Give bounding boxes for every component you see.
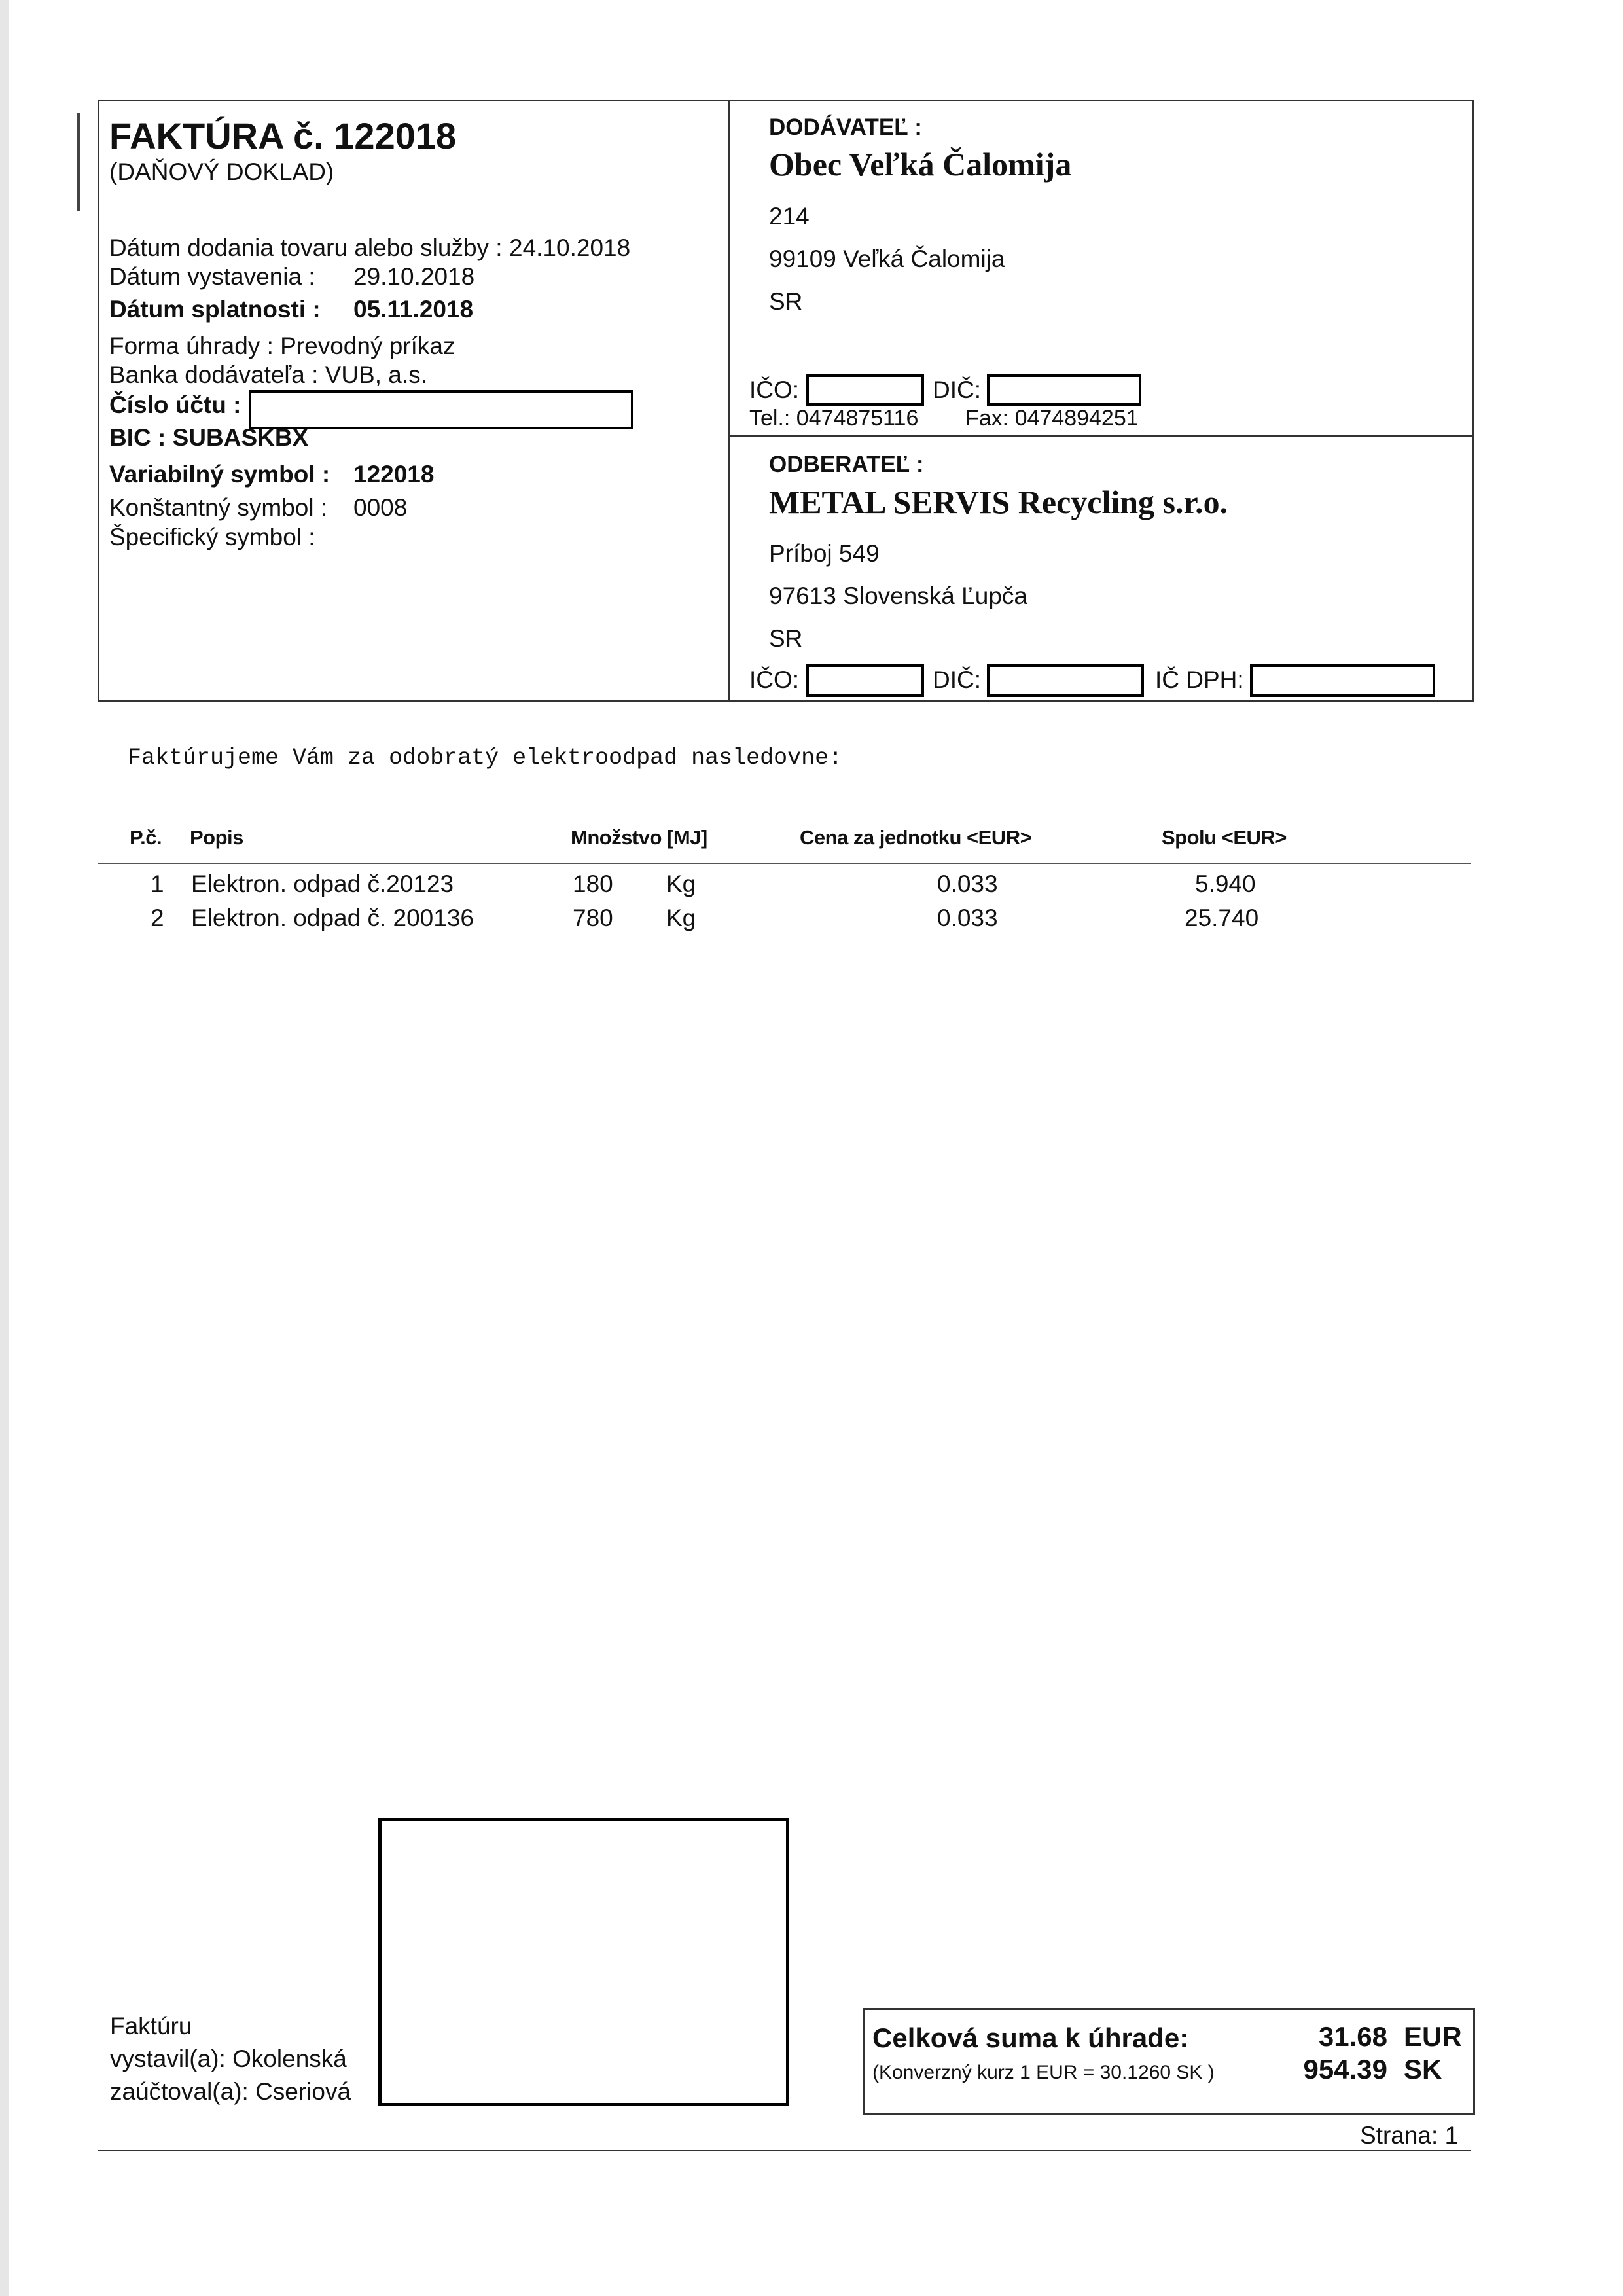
account-number-redaction [249,390,633,429]
header-qty: Množstvo [MJ] [571,826,707,849]
row-unit-price: 0.033 [937,870,998,897]
row-no: 2 [151,905,164,931]
customer-icdph-label: IČ DPH: [1155,666,1244,693]
row-qty: 780 [573,905,613,931]
row-unit-price: 0.033 [937,905,998,931]
supplier-fax: Fax: 0474894251 [965,406,1139,431]
row-total: 5.940 [1195,870,1256,897]
invoice-subtitle: (DAŇOVÝ DOKLAD) [109,158,334,185]
conversion-rate: (Konverzný kurz 1 EUR = 30.1260 SK ) [872,2062,1215,2083]
total-sk: 954.39 [1303,2054,1387,2085]
header-desc: Popis [190,826,243,849]
row-total: 25.740 [1185,905,1259,931]
header-unit-price: Cena za jednotku <EUR> [800,826,1032,849]
total-sk-unit: SK [1404,2054,1442,2085]
account-number-label: Číslo účtu : [109,391,241,418]
header-no: P.č. [130,826,162,849]
booked-by: zaúčtoval(a): Cseriová [110,2078,351,2105]
row-desc: Elektron. odpad č.20123 [191,870,454,897]
header-divider [728,100,730,700]
supplier-street: 214 [769,203,810,230]
total-eur: 31.68 [1318,2021,1387,2052]
issue-date: 29.10.2018 [353,263,475,290]
customer-dic-label: DIČ: [933,666,981,693]
customer-heading: ODBERATEĽ : [769,452,924,477]
constant-symbol: 0008 [353,494,408,521]
supplier-city: 99109 Veľká Čalomija [769,245,1005,272]
page-number: Strana: 1 [1360,2122,1459,2149]
supplier-heading: DODÁVATEĽ : [769,115,922,140]
customer-icdph-redaction [1250,664,1435,697]
supplier-phone: Tel.: 0474875116 [749,406,919,431]
payment-method: Forma úhrady : Prevodný príkaz [109,332,455,359]
supplier-customer-divider [728,435,1472,437]
customer-street: Príboj 549 [769,540,880,567]
constant-symbol-label: Konštantný symbol : [109,494,328,521]
row-no: 1 [151,870,164,897]
total-eur-unit: EUR [1404,2021,1462,2052]
intro-text: Faktúrujeme Vám za odobratý elektroodpad nasledovne: [128,745,843,771]
customer-ico-redaction [806,664,924,697]
row-unit: Kg [666,870,696,897]
delivery-date-label: Dátum dodania tovaru alebo služby : [109,234,503,261]
customer-city: 97613 Slovenská Ľupča [769,583,1027,609]
delivery-date: 24.10.2018 [509,234,631,261]
supplier-name: Obec Veľká Čalomija [769,146,1072,183]
total-label: Celková suma k úhrade: [872,2022,1189,2053]
row-desc: Elektron. odpad č. 200136 [191,905,474,931]
variable-symbol: 122018 [353,461,435,488]
supplier-ico-label: IČO: [749,376,800,403]
due-date-label: Dátum splatnosti : [109,296,321,323]
supplier-country: SR [769,288,803,315]
header-total: Spolu <EUR> [1162,826,1287,849]
invoice-issued-label: Faktúru [110,2013,192,2039]
customer-ico-label: IČO: [749,666,800,693]
margin-mark [77,113,80,211]
issued-by: vystavil(a): Okolenská [110,2045,347,2072]
bic-code: BIC : SUBASKBX [109,424,309,451]
variable-symbol-label: Variabilný symbol : [109,461,330,488]
row-unit: Kg [666,905,696,931]
supplier-ico-redaction [806,374,924,406]
supplier-dic-label: DIČ: [933,376,981,403]
row-qty: 180 [573,870,613,897]
due-date: 05.11.2018 [353,296,474,323]
invoice-title: FAKTÚRA č. 122018 [109,115,457,156]
supplier-dic-redaction [987,374,1141,406]
issue-date-label: Dátum vystavenia : [109,263,315,290]
scan-edge [0,0,9,2296]
table-header-rule [98,863,1471,864]
customer-dic-redaction [987,664,1144,697]
customer-country: SR [769,625,803,652]
specific-symbol-label: Špecifický symbol : [109,524,315,550]
supplier-bank: Banka dodávateľa : VUB, a.s. [109,361,427,388]
customer-name: METAL SERVIS Recycling s.r.o. [769,484,1228,520]
